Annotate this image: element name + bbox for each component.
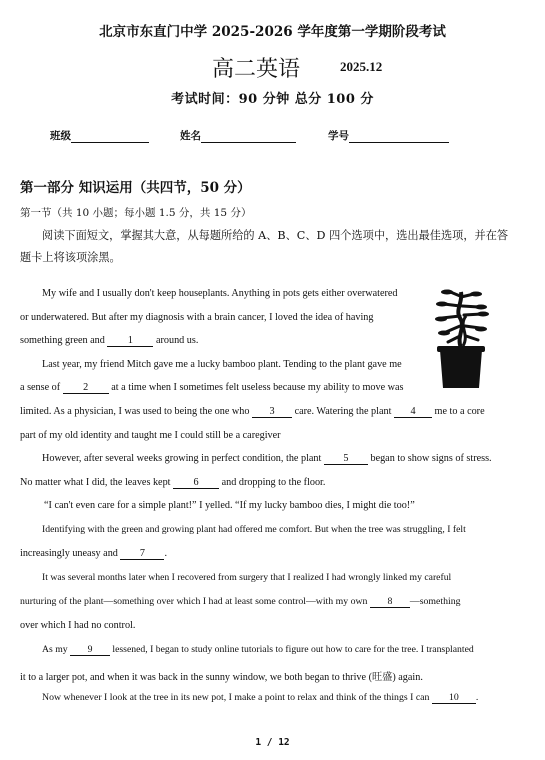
passage-line — [42, 692, 478, 704]
passage-line: My wife and I usually don't keep houseplants. Anything in pots gets either overwatered — [42, 288, 398, 299]
passage-text: began to show signs of stress. — [367, 453, 492, 464]
passage-text: me to a core — [431, 406, 485, 417]
passage-text: However, after several weeks growing in perfect condition, the plant — [42, 453, 324, 464]
instructions: 阅读下面短文，掌握其大意，从每题所给的 A、B、C、D 四个选项中，选出最佳选项，并在答题卡上将该项涂黑。 — [20, 229, 509, 264]
passage-line: Last year, my friend Mitch gave me a lucky bamboo plant. Tending to the plant gave me — [42, 359, 402, 370]
student-id-label: 学号 — [328, 130, 349, 142]
passage-line: “I can't even care for a simple plant!” I yelled. “If my lucky bamboo dies, I might die too!” — [44, 500, 415, 511]
passage-line — [20, 406, 485, 418]
passage-text: care. Watering the plant — [292, 406, 394, 417]
name-label: 姓名 — [180, 130, 201, 142]
passage-text: As my — [42, 644, 70, 655]
passage-text: around us. — [153, 335, 199, 346]
passage-text: a sense of — [20, 382, 63, 393]
passage-line — [42, 453, 492, 465]
passage-text: something green and — [20, 335, 108, 346]
passage-line — [42, 644, 474, 656]
class-field — [50, 128, 149, 143]
passage-text: nurturing of the plant—something over which I had at least some control—with my own — [20, 596, 370, 607]
passage-text: at a time when I sometimes felt useless because my ability to move was — [108, 382, 404, 393]
page-number: 1 / 12 — [255, 737, 290, 748]
blank-5: 5 — [324, 453, 368, 465]
exam-date: 2025.12 — [340, 59, 383, 74]
section-one-heading: 第一节（共 10 小题；每小题 1.5 分，共 15 分） — [20, 207, 252, 219]
student-id-blank[interactable] — [349, 130, 449, 143]
passage-text: . — [164, 548, 167, 559]
class-label: 班级 — [50, 130, 71, 142]
passage-line — [20, 548, 167, 560]
passage-text: and dropping to the floor. — [219, 477, 326, 488]
name-field — [180, 128, 296, 143]
student-id-field — [328, 128, 449, 143]
passage-line: part of my old identity and taught me I could still be a caregiver — [20, 430, 281, 441]
bamboo-plant-image — [430, 288, 492, 392]
time-info-text: 考试时间：90 分钟 总分 100 分 — [171, 92, 374, 107]
blank-2: 2 — [63, 382, 109, 394]
passage-text: . — [475, 692, 479, 703]
passage-text: lessened, I began to study online tutorials to figure out how to care for the tree. I transplanted — [110, 644, 474, 655]
passage-line — [20, 335, 198, 347]
passage-line: over which I had no control. — [20, 620, 136, 631]
passage-line: Identifying with the green and growing plant had offered me comfort. But when the tree was struggling, I felt — [42, 524, 466, 535]
passage-text: No matter what I did, the leaves kept — [20, 477, 174, 488]
passage-line — [20, 477, 325, 489]
name-blank[interactable] — [201, 130, 296, 143]
passage-line: it to a larger pot, and when it was back in the sunny window, we both began to thrive (旺盛) again. — [20, 672, 423, 683]
blank-1: 1 — [107, 335, 153, 347]
subject-title: 高二英语 — [212, 57, 301, 82]
blank-7: 7 — [120, 548, 164, 560]
passage-line: It was several months later when I recovered from surgery that I realized I had wrongly linked my careful — [42, 572, 452, 583]
passage-line: or underwatered. But after my diagnosis with a brain cancer, I loved the idea of having — [20, 312, 374, 323]
blank-10: 10 — [432, 692, 476, 704]
school-header: 北京市东直门中学 2025-2026 学年度第一学期阶段考试 — [99, 24, 446, 40]
passage-text: Now whenever I look at the tree in its new pot, I make a point to relax and think of the things I can — [42, 692, 432, 703]
passage-text: —something — [409, 596, 461, 607]
blank-4: 4 — [394, 406, 432, 418]
class-blank[interactable] — [71, 130, 149, 143]
blank-3: 3 — [252, 406, 292, 418]
passage-text: increasingly uneasy and — [20, 548, 121, 559]
blank-9: 9 — [70, 644, 110, 656]
passage-line — [20, 382, 404, 394]
blank-8: 8 — [370, 596, 410, 608]
exam-time-info — [0, 88, 545, 107]
blank-6: 6 — [173, 477, 219, 489]
part-one-heading: 第一部分 知识运用（共四节，50 分） — [20, 180, 251, 196]
passage-text: limited. As a physician, I was used to being the one who — [20, 406, 253, 417]
passage-line — [20, 596, 461, 608]
